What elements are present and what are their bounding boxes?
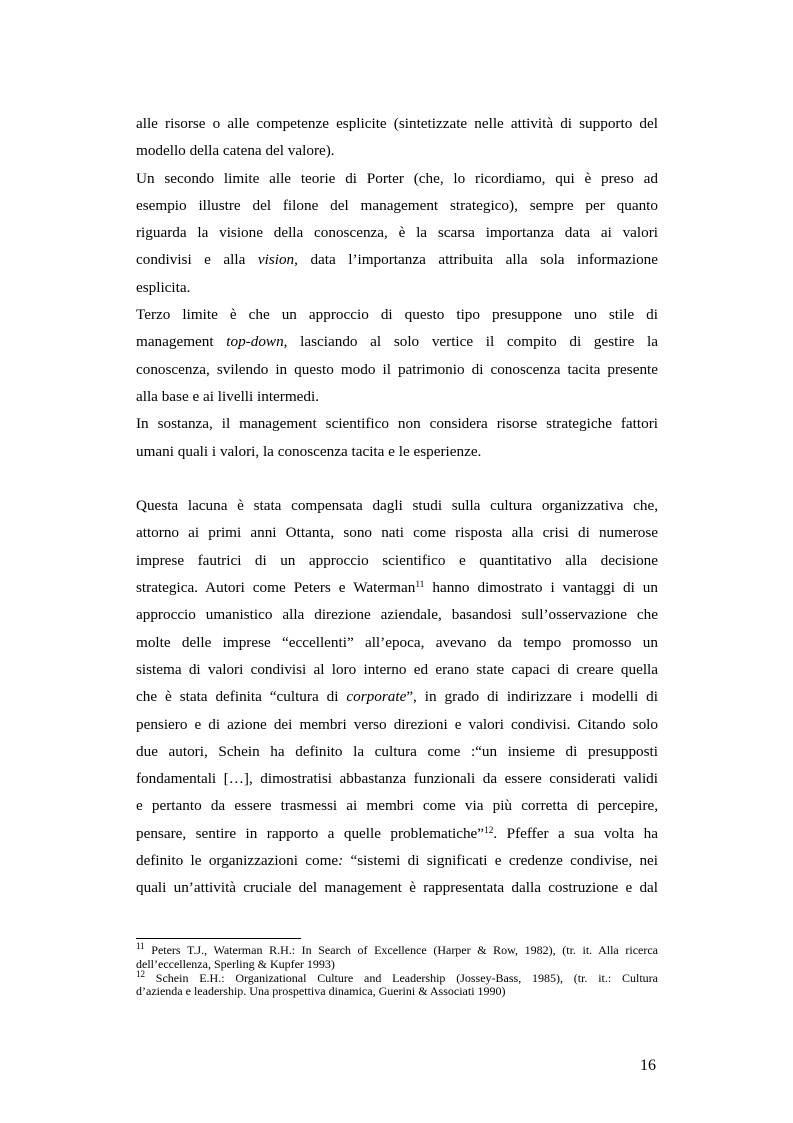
page-number: 16: [640, 1057, 656, 1074]
text-line: alla base e ai livelli intermedi.: [136, 387, 320, 405]
text-segment: Peters T.J., Waterman R.H.: In Search of Excellence (Harper & Row, 1982), (tr. it. Alla ricerca: [144, 943, 658, 957]
text-line: esplicita.: [136, 278, 191, 296]
footnote-ref: 11: [415, 579, 425, 590]
text-segment: hanno dimostrato i vantaggi di un: [424, 579, 658, 597]
text-line: umani quali i valori, la conoscenza tacita e le esperienze.: [136, 442, 482, 460]
text-segment: Schein E.H.: Organizational Culture and Leadership (Jossey-Bass, 1985), (tr. it.: Cultura: [145, 970, 658, 985]
text-segment: condivisi e alla: [136, 251, 258, 269]
footnote-line: dell’eccellenza, Sperling & Kupfer 1993): [136, 956, 335, 971]
text-line: [136, 847, 658, 874]
paragraph: [136, 410, 658, 465]
italic-term: top-down: [226, 333, 284, 351]
text-line: Terzo limite è che un approccio di questo tipo presuppone uno stile di: [136, 306, 658, 324]
text-segment: , data l’importanza attribuita alla sola informazione: [294, 251, 658, 269]
text-segment: ”, in grado di indirizzare i modelli di: [406, 688, 658, 706]
text-line: quali un’attività cruciale del management è rappresentata dalla costruzione e dal: [136, 879, 658, 897]
text-line: due autori, Schein ha definito la cultura come :“un insieme di presupposti: [136, 742, 658, 760]
text-line: [136, 683, 658, 710]
text-line: [136, 820, 658, 847]
paragraph: [136, 110, 658, 165]
footnote-line: d’azienda e leadership. Una prospettiva dinamica, Guerini & Associati 1990): [136, 984, 506, 999]
text-line: sistema di valori condivisi al loro interno ed erano state capaci di creare quella: [136, 660, 658, 678]
paragraph: [136, 301, 658, 410]
text-segment: , lasciando al solo vertice il compito di gestire la: [283, 333, 659, 351]
paragraph: [136, 165, 658, 301]
text-line: molte delle imprese “eccellenti” all’epoca, avevano da tempo promosso un: [136, 633, 658, 651]
text-line: [136, 574, 658, 601]
text-line: In sostanza, il management scientifico non considera risorse strategiche fattori: [136, 415, 658, 433]
text-line: conoscenza, svilendo in questo modo il patrimonio di conoscenza tacita presente: [136, 360, 658, 378]
text-line: Questa lacuna è stata compensata dagli studi sulla cultura organizzativa che,: [136, 497, 658, 515]
text-line: pensiero e di azione dei membri verso direzioni e valori condivisi. Citando solo: [136, 715, 658, 733]
page-body: [136, 110, 658, 902]
text-line: attorno ai primi anni Ottanta, sono nati come risposta alla crisi di numerose: [136, 524, 658, 542]
text-segment: “sistemi di significati e credenze condivise, nei: [343, 852, 658, 870]
text-line: approccio umanistico alla direzione aziendale, basandosi sull’osservazione che: [136, 606, 658, 624]
text-line: imprese fautrici di un approccio scientifico e quantitativo alla decisione: [136, 551, 658, 569]
text-segment: definito le organizzazioni come: [136, 852, 339, 870]
text-segment: management: [136, 333, 227, 351]
text-line: [136, 328, 658, 355]
text-line: esempio illustre del filone del management strategico), sempre per quanto: [136, 196, 658, 214]
footnote-divider: [136, 938, 301, 939]
text-line: modello della catena del valore).: [136, 142, 335, 160]
italic-term: corporate: [346, 688, 407, 706]
text-line: fondamentali […], dimostratisi abbastanza funzionali da essere considerati validi: [136, 770, 658, 788]
footnote-ref: 12: [484, 825, 494, 836]
footnote-number: 11: [136, 941, 145, 952]
text-line: [136, 246, 658, 273]
text-line: e pertanto da essere trasmessi ai membri come via più corretta di percepire,: [136, 797, 658, 815]
text-segment: strategica. Autori come Peters e Waterman: [136, 579, 416, 597]
text-line: riguarda la visione della conoscenza, è la scarsa importanza data ai valori: [136, 224, 658, 242]
paragraph: [136, 492, 658, 901]
paragraph-gap: [136, 465, 658, 492]
text-segment: pensare, sentire in rapporto a quelle problematiche”: [136, 824, 485, 842]
footnote: [136, 968, 658, 1000]
text-segment: . Pfeffer a sua volta ha: [493, 824, 658, 842]
italic-term: :: [338, 852, 344, 870]
italic-term: vision: [257, 251, 295, 269]
footnotes: [136, 941, 658, 999]
text-line: Un secondo limite alle teorie di Porter (che, lo ricordiamo, qui è preso ad: [136, 169, 658, 187]
footnote: [136, 941, 658, 972]
text-segment: che è stata definita “cultura di: [136, 688, 347, 706]
footnote-line: [136, 968, 658, 986]
footnote-line: [136, 941, 658, 958]
text-line: alle risorse o alle competenze esplicite (sintetizzate nelle attività di supporto del: [136, 115, 658, 132]
footnote-number: 12: [136, 968, 145, 979]
